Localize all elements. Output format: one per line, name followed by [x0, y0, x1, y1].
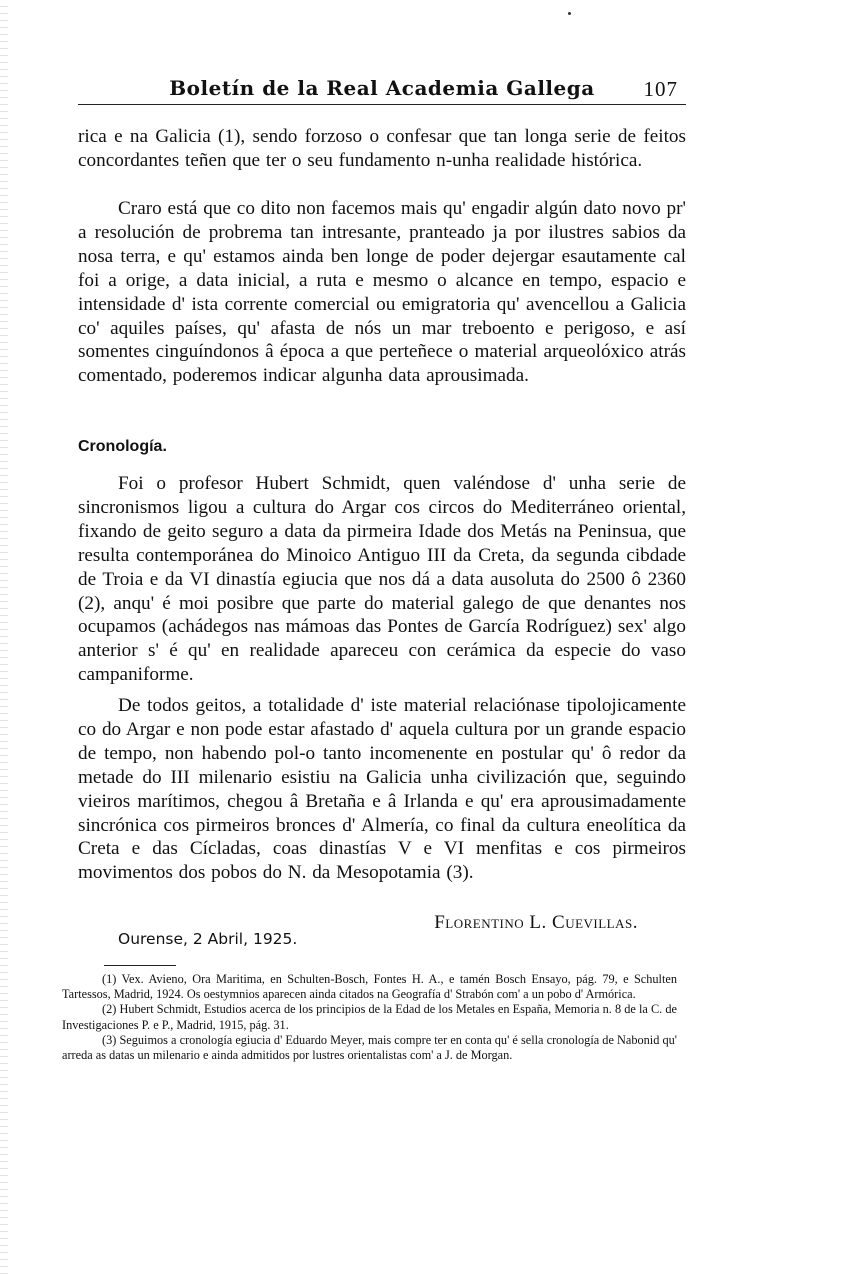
footnote-rule	[104, 965, 176, 966]
journal-title: Boletín de la Real Academia Gallega	[169, 76, 595, 100]
paragraph-1: rica e na Galicia (1), sendo forzoso o confesar que tan longa serie de feitos concordantes teñen que ter o seu fundamento n-unha realidade histórica.	[78, 126, 686, 171]
section-heading-cronologia: Cronología.	[78, 438, 167, 455]
paragraph-block-2	[78, 197, 686, 388]
page-binding-edge	[0, 0, 8, 1276]
paragraph-continuation	[78, 125, 686, 173]
author-signature: Florentino L. Cuevillas.	[434, 912, 638, 933]
paragraph-3: Foi o profesor Hubert Schmidt, quen valéndose d' unha serie de sincronismos ligou a cultura do Argar cos circos do Mediterráneo oriental, fixando de geito seguro a data da pirmeira Idade dos Metás na Peninsua, que resulta contemporánea do Minoico Antiguo III da Creta, da segunda cibdade de Troia e da VI dinastía egiucia que nos dá a data ausoluta do 2500 ô 2360 (2), anqu' é moi posibre que parte do material galego de que denantes nos ocupamos (achádegos nas mámoas das Pontes de García Rodríguez) sex' algo anterior s' é qu' en realidade apareceu con cerámica da especie do vaso campaniforme.	[78, 473, 686, 686]
header-rule	[78, 104, 686, 105]
footnote-3: (3) Seguimos a cronología egiucia d' Eduardo Meyer, mais compre ter en conta qu' é sella cronología de Nabonid qu' arreda as datas un milenario e ainda admitidos por lustres orientalistas com' a J. de Morgan.	[62, 1032, 677, 1063]
page-number: 107	[643, 77, 678, 101]
paragraph-4: De todos geitos, a totalidade d' iste material relaciónase tipolojicamente co do Argar e non pode estar afastado d' aquela cultura por un grande espacio de tempo, non habendo pol-o tanto incomenente en postular qu' ô redor da metade do III milenario esistiu na Galicia unha civilización que, seguindo vieiros marítimos, chegou â Bretaña e â Irlanda e qu' era aprousimadamente sincrónica cos pirmeiros bronces d' Almería, co final da cultura eneolítica da Creta e das Cícladas, coas dinastías V e VI menfitas e cos pirmeiros movimentos dos pobos do N. da Mesopotamia (3).	[78, 695, 686, 884]
paragraph-2: Craro está que co dito non facemos mais qu' engadir algún dato novo pr' a resolución de probrema tan intresante, pranteado ja por ilustres sabios da nosa terra, e qu' estamos ainda ben longe de poder dejergar esautamente cal foi a orige, a data inicial, a ruta e mesmo o alcance en tempo, espacio e intensidade d' ista corrente comercial ou emigratoria qu' avencellou a Galicia co' aquiles países, qu' afasta de nós un mar treboento e perigoso, e así somentes cinguíndonos â época a que perteñece o material arqueolóxico atrás comentado, poderemos indicar algunha data aprousimada.	[78, 198, 686, 387]
paragraph-block-3	[78, 472, 686, 687]
running-header	[78, 76, 686, 104]
footnotes	[62, 972, 677, 1063]
footnote-2: (2) Hubert Schmidt, Estudios acerca de los principios de la Edad de los Metales en España, Memoria n. 8 de la C. de Investigaciones P. e P., Madrid, 1915, pág. 31.	[62, 1002, 677, 1032]
place-date: Ourense, 2 Abril, 1925.	[118, 930, 298, 948]
footnote-1: (1) Vex. Avieno, Ora Maritima, en Schulten-Bosch, Fontes H. A., e tamén Bosch Ensayo, pág. 79, e Schulten Tartessos, Madrid, 1924. Os oestymnios aparecen ainda citados na Geografía d' Strabón com' a un pobo d' Armórica.	[62, 972, 677, 1002]
paragraph-block-4	[78, 694, 686, 885]
speck-mark	[568, 12, 571, 15]
